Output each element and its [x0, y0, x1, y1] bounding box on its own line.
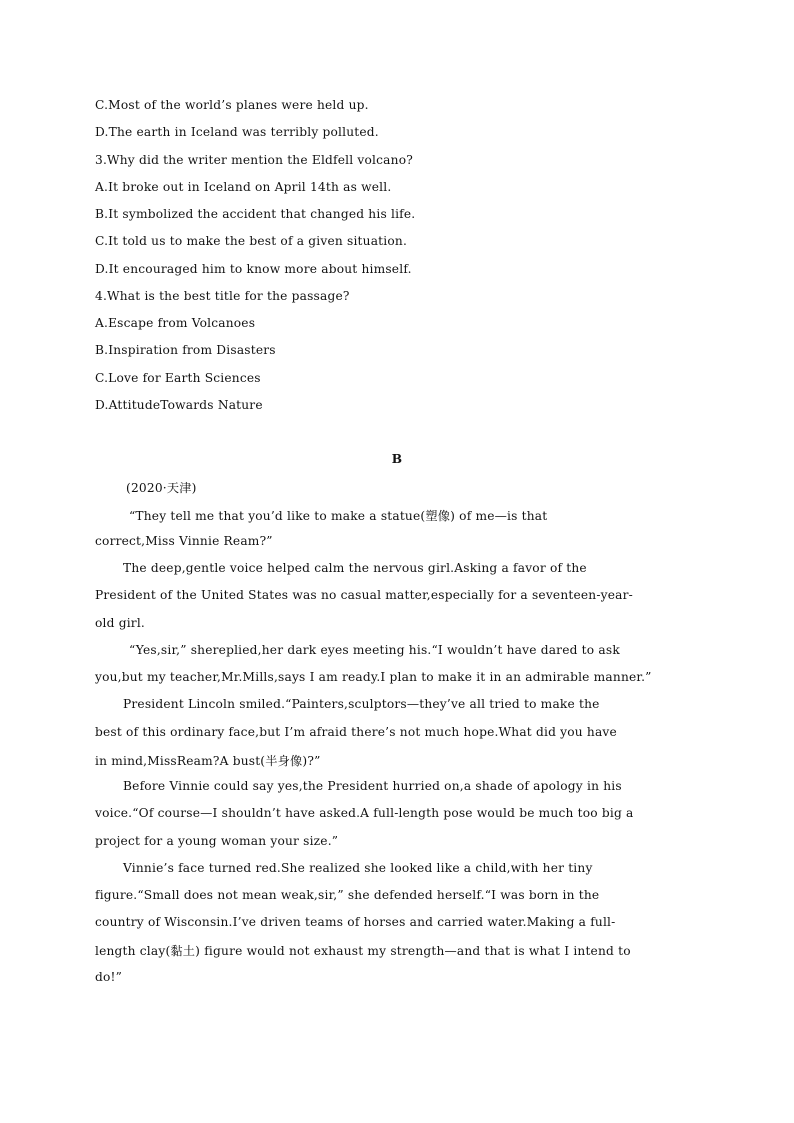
q4-question: 4.What is the best title for the passage?: [95, 289, 350, 303]
passage-line: in mind,MissReam?A bust(半身像)?”: [95, 754, 321, 768]
q2-option-d: D.The earth in Iceland was terribly polluted.: [95, 125, 379, 139]
passage-line: President Lincoln smiled.“Painters,sculptors—they’ve all tried to make the: [123, 697, 600, 711]
q3-option-a: A.It broke out in Iceland on April 14th as well.: [95, 180, 392, 194]
q3-option-d: D.It encouraged him to know more about himself.: [95, 262, 412, 276]
section-heading: B: [391, 452, 403, 466]
q4-option-b: B.Inspiration from Disasters: [95, 343, 276, 357]
passage-line: best of this ordinary face,but I’m afraid there’s not much hope.What did you have: [95, 725, 617, 739]
passage-line: “Yes,sir,” shereplied,her dark eyes meeting his.“I wouldn’t have dared to ask: [129, 643, 620, 657]
q4-option-c: C.Love for Earth Sciences: [95, 371, 261, 385]
q3-question: 3.Why did the writer mention the Eldfell volcano?: [95, 153, 413, 167]
q4-option-d: D.AttitudeTowards Nature: [95, 398, 263, 412]
passage-line: President of the United States was no casual matter,especially for a seventeen-year-: [95, 588, 633, 602]
q3-option-b: B.It symbolized the accident that changed his life.: [95, 207, 416, 221]
passage-line: length clay(黏土) figure would not exhaust my strength—and that is what I intend to: [95, 944, 631, 958]
passage-line: correct,Miss Vinnie Ream?”: [95, 534, 273, 548]
passage-line: project for a young woman your size.”: [95, 834, 339, 848]
passage-line: old girl.: [95, 616, 146, 630]
passage-line: voice.“Of course—I shouldn’t have asked.A full-length pose would be much too big a: [95, 806, 634, 820]
q2-option-c: C.Most of the world’s planes were held up.: [95, 98, 369, 112]
passage-line: “They tell me that you’d like to make a statue(塑像) of me—is that: [129, 509, 548, 523]
q4-option-a: A.Escape from Volcanoes: [95, 316, 256, 330]
passage-line: The deep,gentle voice helped calm the nervous girl.Asking a favor of the: [123, 561, 587, 575]
passage-line: figure.“Small does not mean weak,sir,” she defended herself.“I was born in the: [95, 888, 600, 902]
passage-source: (2020·天津): [126, 481, 197, 495]
passage-line: do!”: [95, 970, 123, 984]
passage-line: you,but my teacher,Mr.Mills,says I am ready.I plan to make it in an admirable manner.”: [95, 670, 652, 684]
passage-line: country of Wisconsin.I’ve driven teams of horses and carried water.Making a full-: [95, 915, 616, 929]
passage-line: Vinnie’s face turned red.She realized she looked like a child,with her tiny: [123, 861, 593, 875]
q3-option-c: C.It told us to make the best of a given situation.: [95, 234, 408, 248]
passage-line: Before Vinnie could say yes,the President hurried on,a shade of apology in his: [123, 779, 622, 793]
